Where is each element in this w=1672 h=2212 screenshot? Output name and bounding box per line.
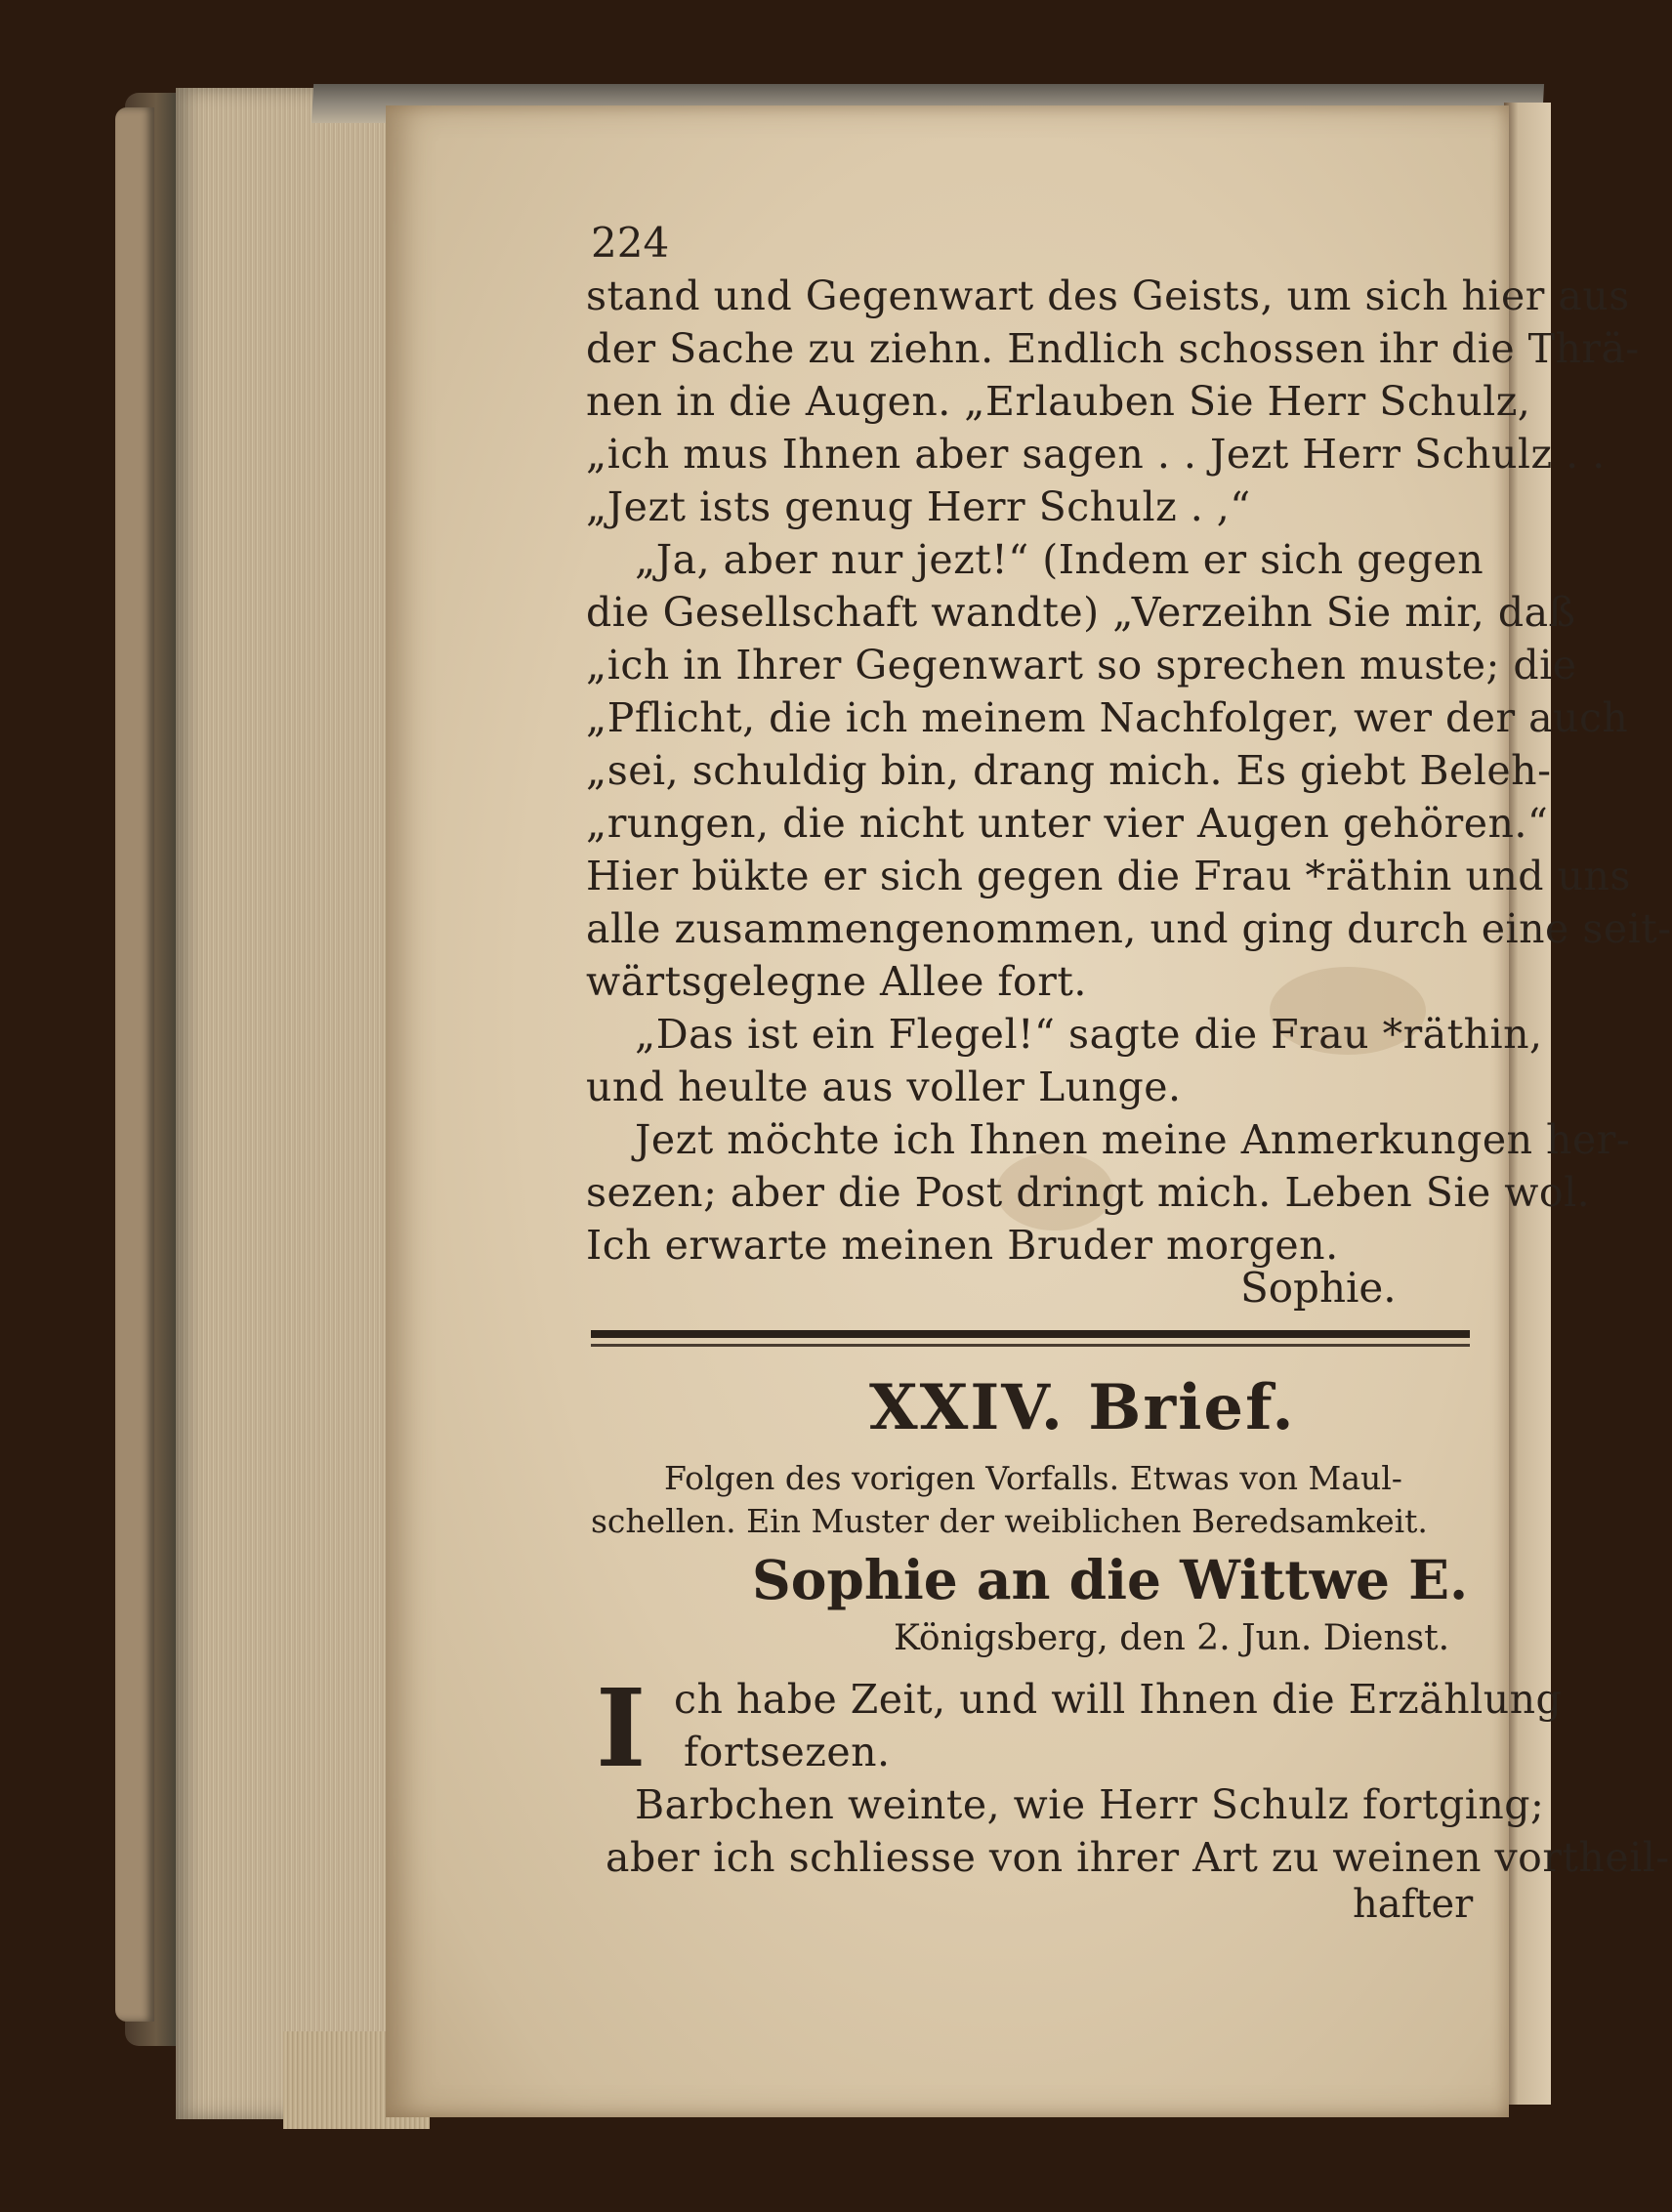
text-line: der Sache zu ziehn. Endlich schossen ihr die Thrä- (586, 325, 1640, 372)
text-line: fortsezen. (684, 1729, 891, 1775)
text-line: „Pflicht, die ich meinem Nachfolger, wer der auch (586, 694, 1629, 741)
summary-line: Folgen des vorigen Vorfalls. Etwas von Maul- (664, 1459, 1402, 1497)
text-line: Barbchen weinte, wie Herr Schulz fortging; (635, 1781, 1545, 1828)
page-number: 224 (591, 219, 670, 267)
text-line: nen in die Augen. „Erlauben Sie Herr Schulz, (586, 378, 1531, 425)
section-rule (591, 1330, 1470, 1338)
text-line: „ich in Ihrer Gegenwart so sprechen muste; die (586, 642, 1577, 689)
drop-cap: I (596, 1665, 647, 1791)
text-line: wärtsgelegne Allee fort. (586, 958, 1087, 1005)
text-line: alle zusammengenommen, und ging durch eine seit- (586, 905, 1672, 952)
text-line: „Ja, aber nur jezt!“ (Indem er sich gegen (635, 536, 1484, 583)
text-line: aber ich schliesse von ihrer Art zu weinen vortheil- (606, 1834, 1670, 1881)
catchword: hafter (1353, 1882, 1474, 1927)
text-line: „rungen, die nicht unter vier Augen gehören.“ (586, 800, 1549, 847)
text-line: und heulte aus voller Lunge. (586, 1064, 1182, 1110)
text-line: stand und Gegenwart des Geists, um sich hier aus (586, 272, 1630, 319)
cover-edge (115, 107, 154, 2022)
text-line: die Gesellschaft wandte) „Verzeihn Sie mir, daß (586, 589, 1576, 636)
text-line: „Das ist ein Flegel!“ sagte die Frau *räthin, (635, 1011, 1543, 1058)
text-line: „Jezt ists genug Herr Schulz . ,“ (586, 483, 1251, 530)
text-line: ch habe Zeit, und will Ihnen die Erzählung (674, 1676, 1563, 1723)
page-stack-edges (176, 88, 410, 2119)
text-line: „ich mus Ihnen aber sagen . . Jezt Herr Schulz . . (586, 431, 1606, 478)
text-line: „sei, schuldig bin, drang mich. Es giebt Beleh- (586, 747, 1552, 794)
letter-signature: Sophie. (1240, 1264, 1397, 1312)
summary-line: schellen. Ein Muster der weiblichen Beredsamkeit. (591, 1502, 1428, 1540)
text-line: Jezt möchte ich Ihnen meine Anmerkungen her- (635, 1116, 1631, 1163)
text-line: Hier bükte er sich gegen die Frau *räthin und uns (586, 853, 1631, 899)
text-line: sezen; aber die Post dringt mich. Leben Sie wol. (586, 1169, 1591, 1216)
section-rule-thin (591, 1344, 1470, 1347)
letter-heading: XXIV. Brief. (869, 1371, 1296, 1444)
place-date-line: Königsberg, den 2. Jun. Dienst. (894, 1618, 1450, 1658)
letter-addressee: Sophie an die Wittwe E. (752, 1548, 1469, 1611)
text-line: Ich erwarte meinen Bruder morgen. (586, 1222, 1339, 1269)
